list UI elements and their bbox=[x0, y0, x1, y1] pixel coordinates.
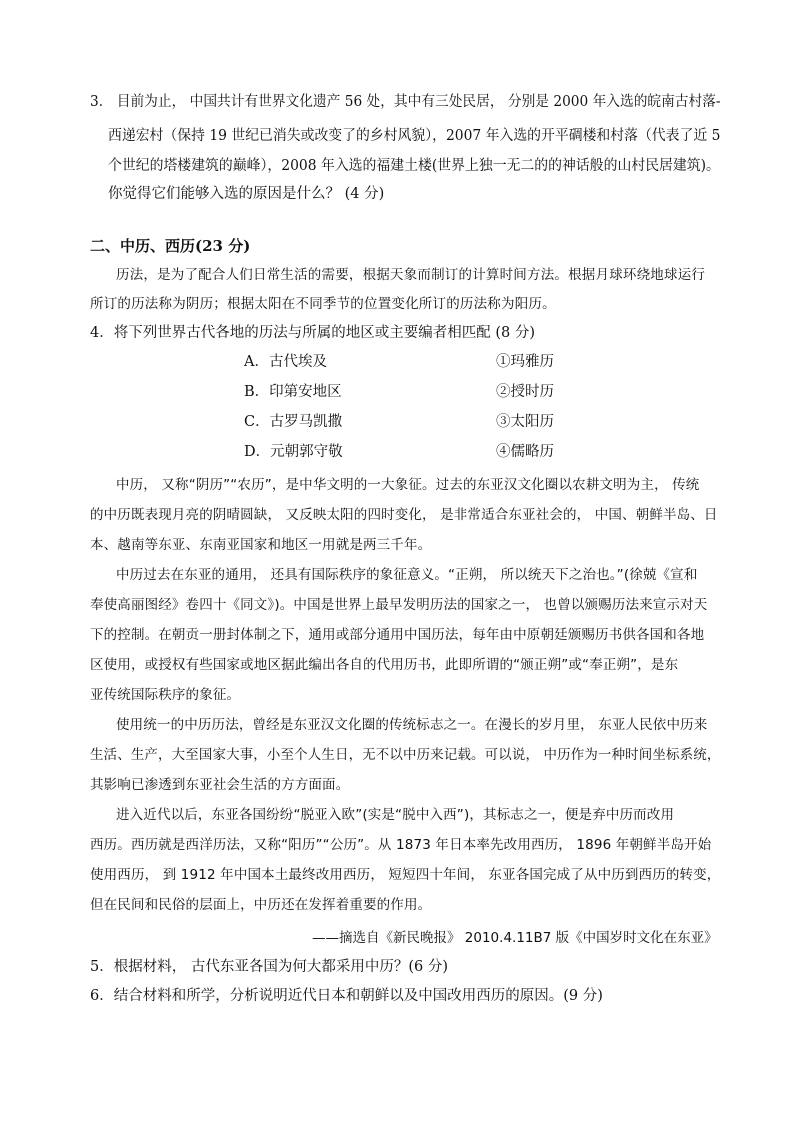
q4-match-2: ②授时历 bbox=[496, 384, 554, 400]
q3-line-4: 你觉得它们能够入选的原因是什么？ (4 分) bbox=[108, 186, 385, 202]
passage-line: 本、越南等东亚、东南亚国家和地区一用就是两三千年。 bbox=[90, 537, 432, 553]
intro-line-1: 历法，是为了配合人们日常生活的需要，根据天象而制订的计算时间方法。根据月球环绕地球运行 bbox=[116, 267, 706, 283]
passage-line: 使用西历， 到 1912 年中国本土最终改用西历， 短短四十年间， 东亚各国完成了从中历到西历的转变， bbox=[90, 867, 721, 883]
passage-line: 下的控制。在朝贡一册封体制之下，通用或部分通用中国历法，每年由中原朝廷颁赐历书供各国和各地 bbox=[90, 627, 705, 643]
q4-option-a: A．古代埃及 bbox=[244, 354, 327, 370]
passage-line: 中历， 又称“阴历”“农历”，是中华文明的一大象征。过去的东亚汉文化圈以农耕文明为主， 传统 bbox=[116, 477, 700, 493]
q5-prompt: 5．根据材料， 古代东亚各国为何大都采用中历？(6 分) bbox=[90, 959, 448, 975]
q3-line-1: 3． 目前为止， 中国共计有世界文化遗产 56 处，其中有三处民居， 分别是 2000 年入选的皖南古村落- bbox=[90, 94, 721, 110]
q4-option-b: B．印第安地区 bbox=[244, 384, 342, 400]
q3-line-2: 西递宏村（保持 19 世纪已消失或改变了的乡村风貌），2007 年入选的开平碉楼和村落（代表了近 5 bbox=[108, 128, 721, 144]
passage-line: 进入近代以后，东亚各国纷纷“脱亚入欧”(实是“脱中入西”)，其标志之一，便是弃中历而改用 bbox=[116, 807, 675, 823]
passage-line: 但在民间和民俗的层面上，中历还在发挥着重要的作用。 bbox=[90, 897, 432, 913]
passage-line: 亚传统国际秩序的象征。 bbox=[90, 687, 241, 703]
intro-line-2: 所订的历法称为阴历；根据太阳在不同季节的位置变化所订的历法称为阳历。 bbox=[90, 296, 556, 312]
passage-line: 的中历既表现月亮的阴晴圆缺， 又反映太阳的四时变化， 是非常适合东亚社会的， 中国、朝鲜半岛、日 bbox=[90, 507, 718, 523]
passage-line: 区使用，或授权有些国家或地区据此编出各自的代用历书，此即所谓的“颁正朔”或“奉正朔”，是东 bbox=[90, 657, 679, 673]
passage-line: 生活、生产，大至国家大事，小至个人生日，无不以中历来记载。可以说， 中历作为一种时间坐标系统， bbox=[90, 747, 721, 763]
q4-match-4: ④儒略历 bbox=[496, 444, 554, 460]
passage-line: 中历过去在东亚的通用， 还具有国际秩序的象征意义。“正朔， 所以统天下之治也。”(徐兢《宣和 bbox=[116, 567, 698, 583]
passage-line: 西历。西历就是西洋历法，又称“阳历”“公历”。从 1873 年日本率先改用西历， 1896 年朝鲜半岛开始 bbox=[90, 837, 712, 853]
q3-line-3: 个世纪的塔楼建筑的巅峰），2008 年入选的福建土楼(世界上独一无二的的神话般的山村民居建筑)。 bbox=[108, 158, 720, 174]
q4-prompt: 4．将下列世界古代各地的历法与所属的地区或主要编者相匹配 (8 分) bbox=[90, 325, 535, 341]
q4-match-1: ①玛雅历 bbox=[496, 354, 554, 370]
passage-line: 奉使高丽图经》卷四十《同文》)。中国是世界上最早发明历法的国家之一， 也曾以颁赐历法来宣示对天 bbox=[90, 597, 708, 613]
q4-option-c: C．古罗马凯撒 bbox=[244, 414, 343, 430]
passage-source: ——摘选自《新民晚报》 2010.4.11B7 版《中国岁时文化在东亚》 bbox=[312, 930, 718, 946]
q6-prompt: 6．结合材料和所学，分析说明近代日本和朝鲜以及中国改用西历的原因。(9 分) bbox=[90, 988, 603, 1004]
passage-line: 使用统一的中历历法，曾经是东亚汉文化圈的传统标志之一。在漫长的岁月里， 东亚人民依中历来 bbox=[116, 717, 708, 733]
q4-option-d: D．元朝郭守敬 bbox=[244, 444, 343, 460]
section-heading: 二、中历、西历(23 分) bbox=[90, 237, 251, 255]
q4-match-3: ③太阳历 bbox=[496, 414, 554, 430]
passage-line: 其影响已渗透到东亚社会生活的方方面面。 bbox=[90, 777, 350, 793]
